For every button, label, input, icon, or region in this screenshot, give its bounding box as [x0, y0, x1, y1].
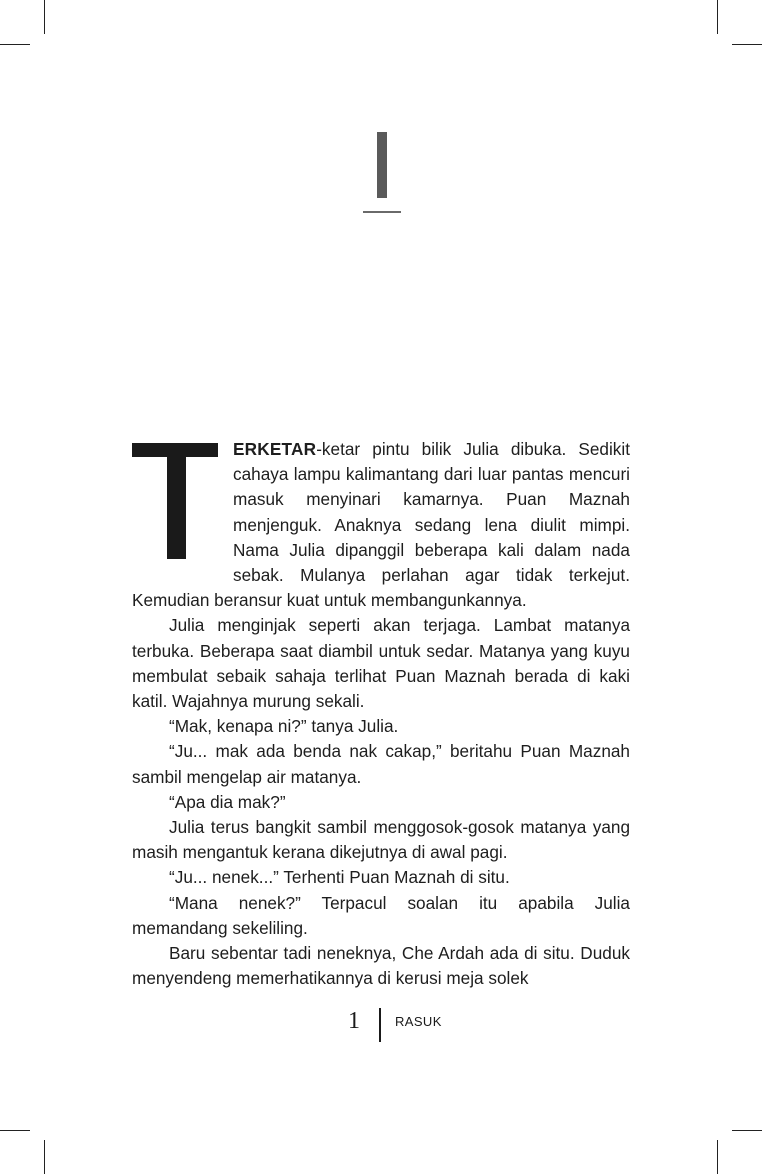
crop-mark	[717, 0, 718, 34]
paragraph: Baru sebentar tadi neneknya, Che Ardah ada di situ. Duduk menyendeng memerhatikannya di kerusi meja solek	[132, 943, 630, 989]
paragraph: Julia terus bangkit sambil menggosok-gosok matanya yang masih mengantuk kerana dikejutnya di awal pagi.	[132, 817, 630, 863]
paragraph: Julia menginjak seperti akan terjaga. Lambat matanya terbuka. Beberapa saat diambil untuk sedar. Matanya yang kuyu membulat sebaik sahaja terlihat Puan Maznah berada di kaki katil. Wajahnya murung sekali.	[132, 615, 630, 712]
paragraph: “Ju... mak ada benda nak cakap,” beritahu Puan Maznah sambil mengelap air matanya.	[132, 741, 630, 787]
page-footer	[0, 1008, 762, 1042]
opening-word: ERKETAR	[233, 439, 317, 459]
crop-mark	[0, 44, 30, 45]
paragraph: “Apa dia mak?”	[169, 791, 286, 812]
paragraph: “Mana nenek?” Terpacul soalan itu apabila Julia memandang sekeliling.	[132, 892, 630, 938]
crop-mark	[732, 44, 762, 45]
paragraph: “Ju... nenek...” Terhenti Puan Maznah di situ.	[169, 867, 510, 888]
crop-mark	[717, 1140, 718, 1174]
crop-mark	[0, 1130, 30, 1131]
chapter-number-glyph	[377, 132, 387, 198]
drop-cap-glyph	[132, 443, 218, 559]
chapter-body	[132, 437, 630, 991]
footer-divider	[379, 1008, 381, 1042]
chapter-number	[363, 132, 401, 213]
running-title: RASUK	[395, 1014, 442, 1029]
drop-cap	[132, 443, 233, 565]
page-number: 1	[348, 1008, 360, 1034]
crop-mark	[44, 1140, 45, 1174]
paragraph: “Mak, kenapa ni?” tanya Julia.	[169, 716, 399, 737]
chapter-rule	[363, 211, 401, 213]
crop-mark	[732, 1130, 762, 1131]
crop-mark	[44, 0, 45, 34]
paragraph-text: -ketar pintu bilik Julia dibuka. Sedikit cahaya lampu kalimantang dari luar pantas mencuri masuk menyinari kamarnya. Puan Maznah menjenguk. Anaknya sedang lena diulit mimpi. Nama Julia dipanggil beberapa kali dalam nada sebak. Mulanya perlahan agar tidak terkejut. Kemudian beransur kuat untuk membangunkannya.	[132, 439, 630, 611]
